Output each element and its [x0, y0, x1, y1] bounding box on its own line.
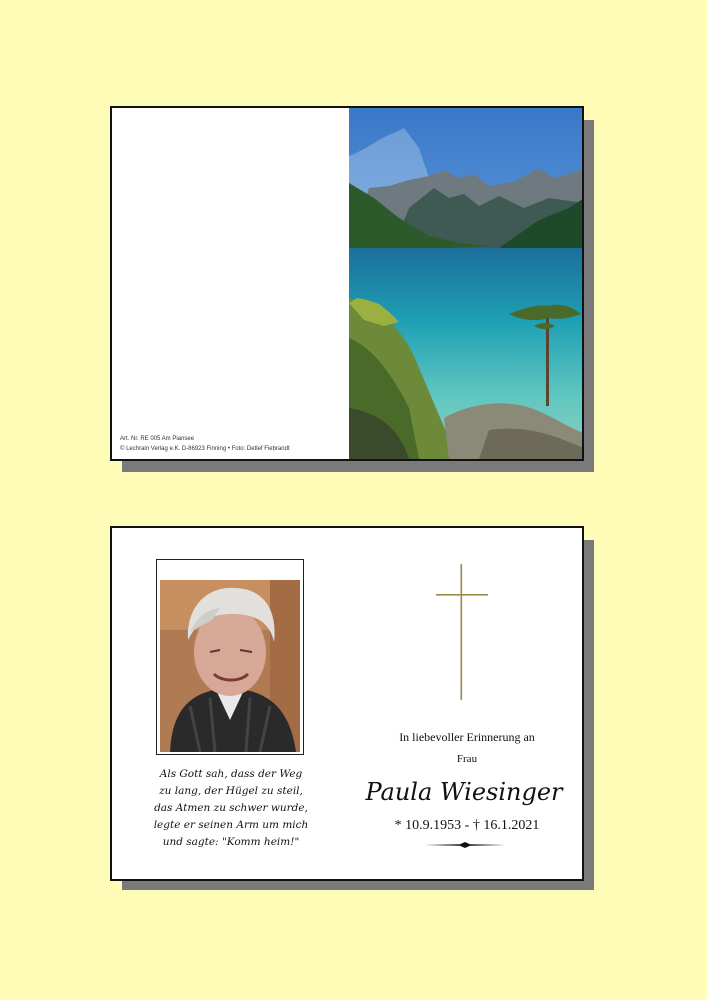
- poem-line: und sagte: "Komm heim!": [162, 836, 300, 848]
- deceased-name: Paula Wiesinger: [365, 778, 563, 806]
- landscape-photo: [349, 108, 584, 459]
- poem-line: Als Gott sah, dass der Weg: [159, 768, 303, 780]
- portrait-frame: [156, 559, 304, 755]
- portrait-photo: [160, 580, 300, 752]
- life-dates: * 10.9.1953 - † 16.1.2021: [394, 818, 540, 833]
- memorial-intro: In liebevoller Erinnerung an: [399, 730, 535, 744]
- ornament-divider-icon: [424, 841, 506, 849]
- credits-line-publisher: © Lechrain Verlag e.K. D-86923 Finning • Foto: Detlef Fiebrandt: [120, 446, 290, 452]
- poem-line: zu lang, der Hügel zu steil,: [159, 785, 303, 797]
- card-front-credits: [120, 434, 290, 454]
- memorial-salutation: Frau: [456, 753, 478, 765]
- credits-line-article: Art. Nr. RE 005 Am Piansee: [120, 436, 195, 442]
- poem-line: legte er seinen Arm um mich: [153, 819, 309, 831]
- card-front: [110, 106, 584, 461]
- cross-icon: [436, 564, 488, 700]
- card-inside: [110, 526, 584, 881]
- poem-line: das Atmen zu schwer wurde,: [154, 802, 308, 814]
- memorial-poem: [136, 766, 326, 851]
